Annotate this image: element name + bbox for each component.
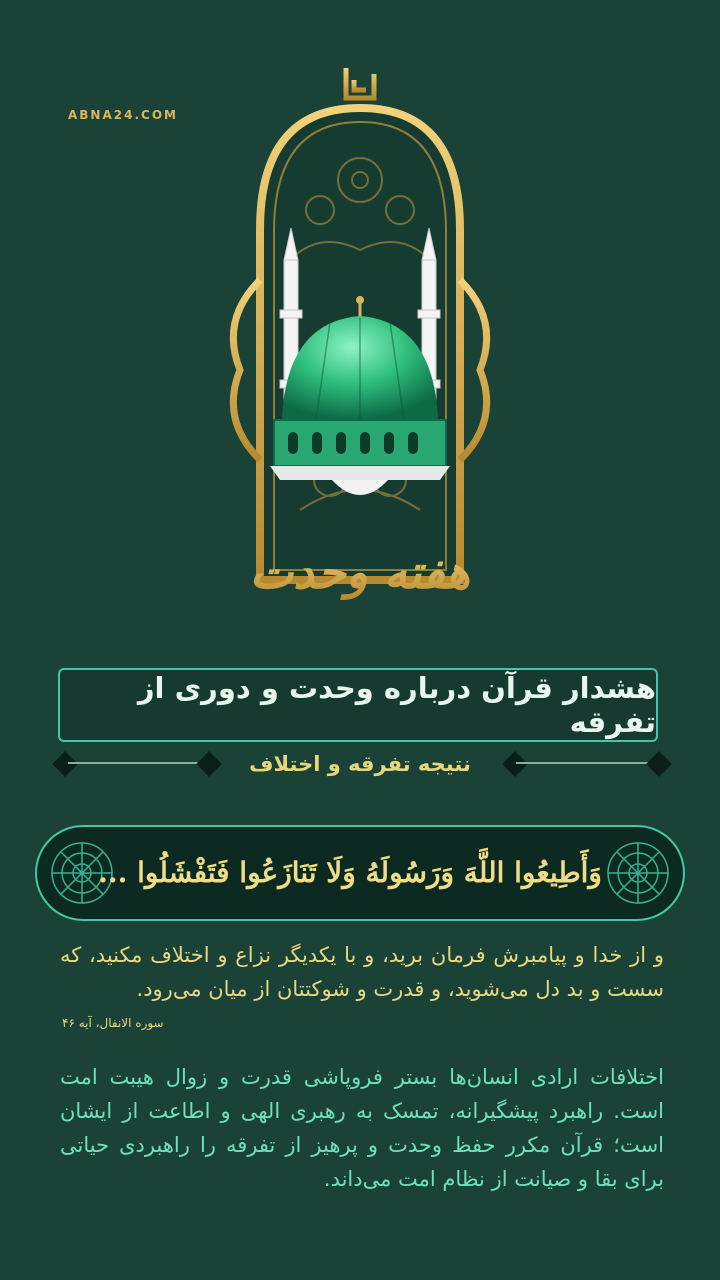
title-box	[58, 668, 658, 742]
quran-verse: وَأَطِيعُوا اللَّهَ وَرَسُولَهُ وَلَا تَنَازَعُوا فَتَفْشَلُوا ...	[98, 855, 602, 889]
section-subtitle: نتیجه تفرقه و اختلاف	[249, 752, 471, 776]
commentary-text: اختلافات ارادی انسان‌ها بستر فروپاشی قدرت و زوال هیبت امت است. راهبرد پیشگیرانه، تمسک به رهبری الهی و اطاعت از ایشان است؛ قرآن مکرر حفظ وحدت و پرهیز از تفرقه را راهبردی حیاتی برای بقا و صیانت از نظام امت می‌داند.	[60, 1065, 664, 1191]
site-url: ABNA24.COM	[68, 108, 178, 122]
verse-translation: و از خدا و پیامبرش فرمان برید، و با یکدیگر نزاع و اختلاف مکنید، که سست و بد دل می‌شوید، و قدرت و شوکتتان از میان می‌رود.	[60, 943, 664, 1001]
page-title: هشدار قرآن درباره وحدت و دوری از تفرقه	[137, 671, 656, 739]
emblem-calligraphy: هفته وحدت	[249, 545, 471, 599]
verse-source: سوره الانفال، آیه ۴۶	[62, 1016, 164, 1030]
mosque-emblem-illustration	[220, 60, 500, 620]
